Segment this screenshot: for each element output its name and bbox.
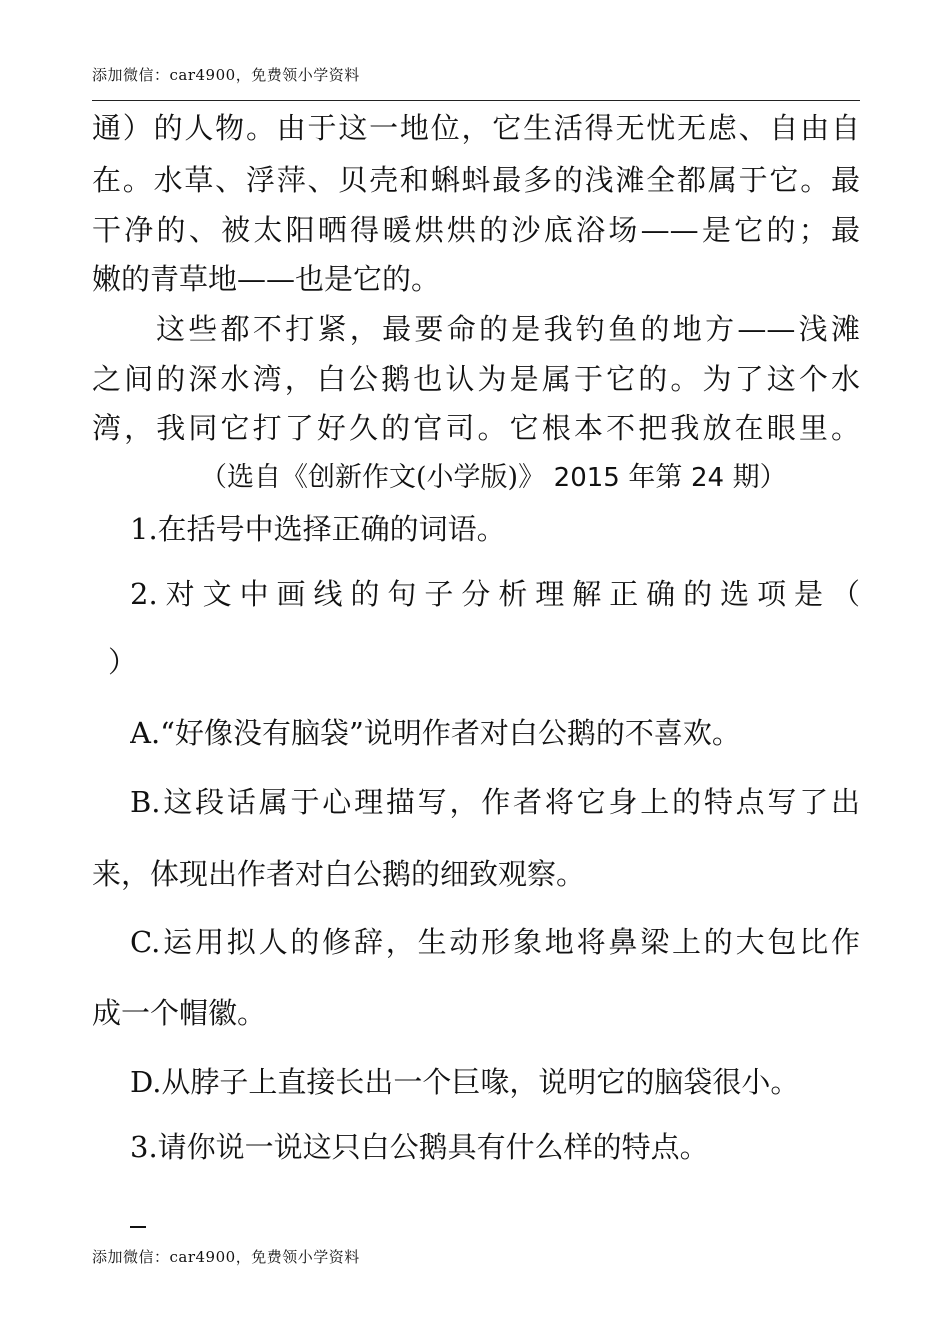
header-rule xyxy=(92,100,860,101)
passage-line: 干净的、被太阳晒得暖烘烘的沙底浴场——是它的；最 xyxy=(92,213,860,247)
passage-line: 这些都不打紧，最要命的是我钓鱼的地方——浅滩 xyxy=(156,312,860,346)
source-year: 2015 xyxy=(553,463,620,493)
passage-line: 之间的深水湾，白公鹅也认为是属于它的。为了这个水 xyxy=(92,362,860,396)
option-line: 成一个帽徽。 xyxy=(92,996,267,1030)
source-prefix: （选自《创新作文(小学版)》 xyxy=(200,462,554,493)
passage-source xyxy=(200,460,860,496)
passage-line: 嫩的青草地——也是它的。 xyxy=(92,262,441,296)
question-3: 3.请你说一说这只白公鹅具有什么样的特点。 xyxy=(130,1130,709,1164)
option-line: C.运用拟人的修辞，生动形象地将鼻梁上的大包比作 xyxy=(130,925,860,959)
question-2-line: 2.对文中画线的句子分析理解正确的选项是（ xyxy=(130,577,860,611)
passage-line: 在。水草、浮萍、贝壳和蝌蚪最多的浅滩全都属于它。最 xyxy=(92,163,860,197)
answer-blank-dash xyxy=(130,1226,146,1228)
passage-line: 通）的人物。由于这一地位，它生活得无忧无虑、自由自 xyxy=(92,111,860,145)
option-a: A.“好像没有脑袋”说明作者对白公鹅的不喜欢。 xyxy=(130,716,741,750)
source-suffix: 期） xyxy=(724,462,787,493)
source-issue: 24 xyxy=(691,463,725,493)
footer-note: 添加微信：car4900，免费领小学资料 xyxy=(92,1248,360,1266)
option-d: D.从脖子上直接长出一个巨喙，说明它的脑袋很小。 xyxy=(130,1065,800,1099)
option-line: B.这段话属于心理描写，作者将它身上的特点写了出 xyxy=(130,785,860,819)
option-line: 来，体现出作者对白公鹅的细致观察。 xyxy=(92,857,586,891)
source-mid: 年第 xyxy=(619,462,691,493)
passage-line: 湾，我同它打了好久的官司。它根本不把我放在眼里。 xyxy=(92,411,860,445)
question-2-line: ） xyxy=(108,645,138,679)
header-note: 添加微信：car4900，免费领小学资料 xyxy=(92,66,360,84)
question-1: 1.在括号中选择正确的词语。 xyxy=(130,512,506,546)
